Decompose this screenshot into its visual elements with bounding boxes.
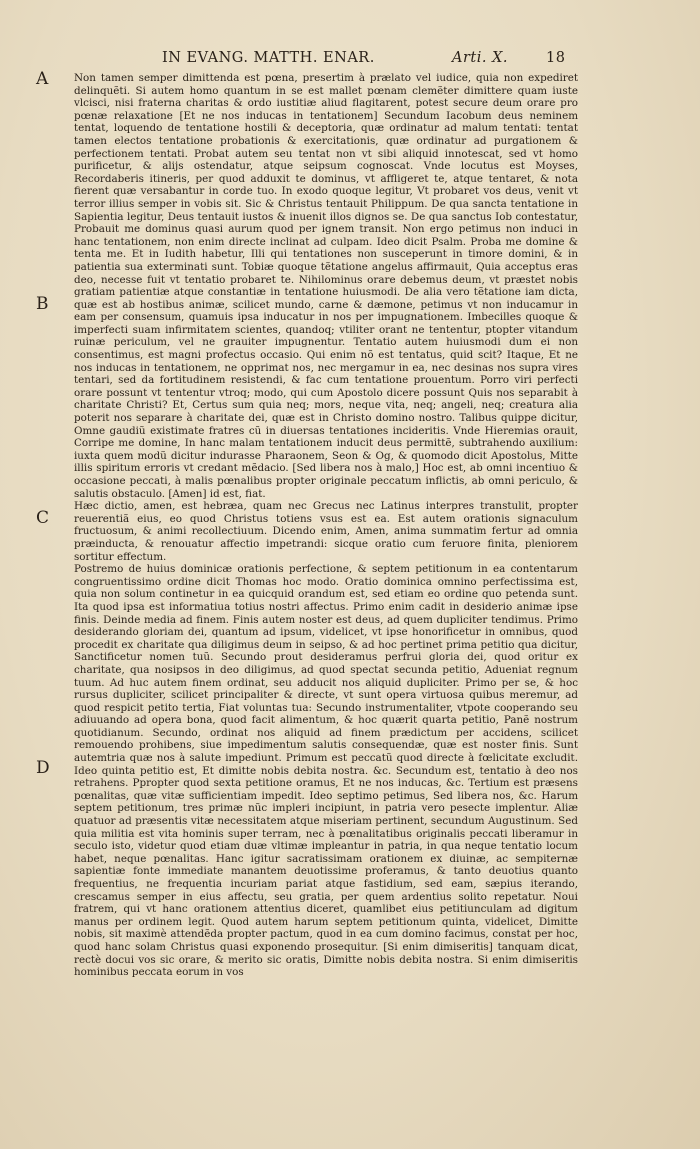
running-header — [130, 50, 650, 72]
margin-marker-d: D — [36, 758, 50, 778]
header-title: IN EVANG. MATTH. ENAR. — [162, 50, 375, 66]
text-body — [74, 72, 578, 1022]
margin-marker-b: B — [36, 294, 49, 314]
paragraph: Postremo de huius dominicæ orationis perfectione, & septem petitionum in ea contentarum congruentissimo ordine dicit Thomas hoc modo. Oratio dominica omnino perfectissima est, quia non solum continetur in ea quicquid orandum est, sed etiam eo ordine quo petenda sunt. Ita quod ipsa est informatiua totius nostri affectus. Primo enim cadit in desiderio animæ ipse finis. Deinde media ad finem. Finis autem noster est deus, ad quem dupliciter tendimus. Primo desiderando gloriam dei, quantum ad ipsum, videlicet, vt ipse honorificetur in omnibus, quod procedit ex charitate qua diligimus deum in seipso, & ad hoc pertinet prima petitio qua dicitur, Sanctificetur nomen tuũ. Secundo prout desideramus perfrui gloria dei, quod oritur ex charitate, qua nosipsos in deo diligimus, ad quod spectat secunda petitio, Adueniat regnum tuum. Ad huc autem finem ordinat, seu adducit nos aliquid dupliciter. Primo per se, & hoc rursus dupliciter, scilicet principaliter & directe, vt sunt opera virtuosa quibus meremur, ad quod respicit petito tertia, Fiat voluntas tua: Secundo instrumentaliter, vtpote cooperando seu adiuuando ad opera bona, quod facit alimentum, & hoc quærit quarta petitio, Panẽ nostrum quotidianum. Secundo, ordinat nos aliquid ad finem prædictum per accidens, scilicet remouendo prohibens, siue impedimentum salutis consequendæ, quæ est noster finis. Sunt autemtria quæ nos à salute impediunt. Primum est peccatũ quod directe à fœlicitate excludit. Ideo quinta petitio est, Et dimitte nobis debita nostra. &c. Secundum est, tentatio à deo nos retrahens. Ppropter quod sexta petitione oramus, Et ne nos inducas, &c. Tertium est præsens pœnalitas, quæ vitæ sufficientiam impedit. Ideo septimo petimus, Sed libera nos, &c. Harum septem petitionum, tres primæ nũc impleri incipiunt, in patria vero pesecte implentur. Aliæ quatuor ad præsentis vitæ necessitatem atque miseriam pertinent, secundum Augustinum. Sed quia militia est vita hominis super terram, nec à pœnalitatibus originalis peccati liberamur in seculo isto, videtur quod etiam duæ vltimæ impleantur in patria, in qua neque tentatio locum habet, neque pœnalitas. Hanc igitur sacratissimam orationem ex diuinæ, ac sempiternæ sapientiæ fonte immediate manantem deuotissime proferamus, & tanto deuotius quanto frequentius, ne frequentia incuriam pariat atque fastidium, sed eam, sæpius iterando, crescamus semper in eius affectu, seu gratia, per quem ardentius solito repetatur. Noui fratrem, qui vt hanc orationem attentius diceret, quamlibet eius petitiunculam ad digitum manus per ordinem legit. Quod autem harum septem petitionum quinta, videlicet, Dimitte nobis, sit maximè attendẽda propter pactum, quod in ea cum domino facimus, constat per hoc, quod hanc solam Christus quasi exponendo prosequitur. [Si enim dimiseritis] tanquam dicat, rectè docui vos sic orare, & merito sic oratis, Dimitte nobis debita nostra. Si enim dimiseritis hominibus peccata eorum in vos — [74, 563, 578, 979]
paragraph: Non tamen semper dimittenda est pœna, presertim à prælato vel iudice, quia non expediret delinquẽti. Si autem homo quantum in se est mallet pœnam clemẽter dimittere quam iuste vlcisci, nisi fraterna charitas & ordo iustitiæ aliud flagitarent, potest secure deum orare pro pœnæ relaxatione [Et ne nos inducas in tentationem] Secundum Iacobum deus neminem tentat, loquendo de tentatione hostili & deceptoria, quæ ordinatur ad malum tentati: tentat tamen electos tentatione probationis & exercitationis, quæ ordinatur ad purgationem & perfectionem tentati. Probat autem seu tentat non vt sibi aliquid innotescat, sed vt homo purificetur, & alijs ostendatur, atque seipsum cognoscat. Vnde locutus est Moyses, Recordaberis itineris, per quod adduxit te dominus, vt affligeret te, atque tentaret, & nota fierent quæ versabantur in corde tuo. In exodo quoque legitur, Vt probaret vos deus, venit vt terror illius semper in vobis sit. Sic & Christus tentauit Philippum. De qua sancta tentatione in Sapientia legitur, Deus tentauit iustos & inuenit illos dignos se. De qua sanctus Iob contestatur, Probauit me dominus quasi aurum quod per ignem transit. Non ergo petimus non induci in hanc tentationem, non enim directe inclinat ad culpam. Ideo dicit Psalm. Proba me domine & tenta me. Et in Iudith habetur, Illi qui tentationes non susceperunt in timore domini, & in patientia sua exterminati sunt. Tobiæ quoque tẽtatione angelus affirmauit, Quia acceptus eras deo, necesse fuit vt tentatio probaret te. Nihilominus orare debemus deum, vt præstet nobis gratiam patientiæ atque constantiæ in tentatione huiusmodi. De alia vero tẽtatione iam dicta, quæ est ab hostibus animæ, scilicet mundo, carne & dæmone, petimus vt non inducamur in eam per consensum, quamuis ipsa inducatur in nos per impugnationem. Imbecilles quoque & imperfecti suam infirmitatem scientes, quandoq; vtiliter orant ne tententur, ptopter vitandum ruinæ periculum, vel ne grauiter impugnentur. Tentatio autem huiusmodi dum ei non consentimus, est magni profectus occasio. Qui enim nõ est tentatus, quid scit? Itaque, Et ne nos inducas in tentationem, ne opprimat nos, nec mergamur in ea, nec desinas nos supra vires tentari, sed da fortitudinem resistendi, & fac cum tentatione prouentum. Porro viri perfecti orare possunt vt tententur vtroq; modo, qui cum Apostolo dicere possunt Quis nos separabit à charitate Christi? Et, Certus sum quia neq; mors, neque vita, neq; angeli, neq; creatura alia poterit nos separare à charitate dei, quæ est in Christo domino nostro. Talibus quippe dicitur, Omne gaudiũ existimate fratres cũ in diuersas tentationes incideritis. Vnde Hieremias orauit, Corripe me domine, In hanc malam tentationem inducit deus permittẽ, subtrahendo auxilium: iuxta quem modũ dicitur indurasse Pharaonem, Seon & Og, & quomodo dicit Apostolus, Mitte illis spiritum erroris vt credant mẽdacio. [Sed libera nos à malo,] Hoc est, ab omni incentiuo & occasione peccati, à malis pœnalibus propter originale peccatum inflictis, ab omni periculo, & salutis obstaculo. [Amen] id est, fiat. — [74, 72, 578, 500]
margin-marker-a: A — [36, 69, 49, 89]
margin-marker-c: C — [36, 508, 50, 528]
paragraph: Hæc dictio, amen, est hebræa, quam nec Grecus nec Latinus interpres transtulit, propter reuerentiã eius, eo quod Christus totiens vsus est ea. Est autem orationis signaculum fructuosum, & animi recollectiuum. Dicendo enim, Amen, anima summatim fertur ad omnia præinducta, & renouatur affectio impetrandi: sicque oratio cum feruore finita, pleniorem sortitur effectum. — [74, 500, 578, 563]
page-number: 18 — [546, 50, 566, 66]
header-section: Arti. X. — [452, 50, 509, 66]
